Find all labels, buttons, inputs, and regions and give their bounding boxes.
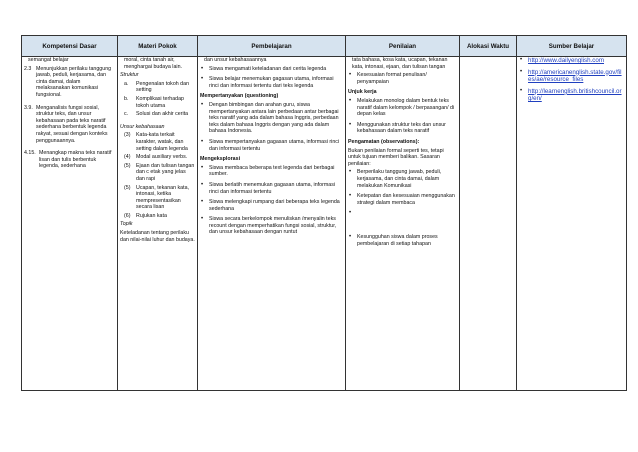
list-item: • Siswa secara berkelompok menuliskan /menyalin teks recount dengan memperhatikan fungsi sosial, struktur, dan unsur kebahasaan dengan runtut bbox=[200, 216, 343, 236]
list-item: • Siswa mempertanyakan gagasan utama, informasi rinci dan informasi tertentu bbox=[200, 139, 343, 152]
materi-struktur-text: Komplikasi terhadap tokoh utama bbox=[136, 95, 184, 109]
rpp-table-page bbox=[21, 35, 626, 390]
sumber-link[interactable]: http://www.dailyenglish.com bbox=[528, 57, 605, 64]
materi-top-text: moral, cinta tanah air, menghargai budaya lain. bbox=[124, 57, 183, 70]
mempertanyakan-list bbox=[200, 102, 343, 152]
header-materi-pokok: Materi Pokok bbox=[118, 36, 198, 57]
materi-struktur-letter: a. bbox=[124, 80, 129, 87]
kompetensi-item-text: Menganalisis fungsi sosial, struktur teks, dan unsur kebahasaan pada teks naratif sederhana berbentuk legenda rakyat, sesuai dengan konteks penggunaannya. bbox=[36, 104, 108, 144]
sumber-link-item bbox=[519, 69, 624, 84]
materi-unsur-item bbox=[120, 185, 195, 211]
materi-struktur-text: Pengenalan tokoh dan setting bbox=[136, 80, 190, 94]
header-row bbox=[22, 36, 627, 57]
sumber-link[interactable]: http://learnenglish.britishcouncil.org/en/ bbox=[528, 87, 622, 103]
list-item: • Ketepatan dan kesesuaian menggunakan strategi dalam membaca bbox=[348, 193, 457, 206]
materi-unsur-text: Rujukan kata bbox=[136, 212, 167, 219]
unjuk-kerja-title: Unjuk kerja bbox=[348, 89, 377, 96]
mempertanyakan-title: Mempertanyakan (questioning) bbox=[200, 93, 279, 100]
materi-struktur-letter: b. bbox=[124, 95, 129, 102]
cell-pembelajaran bbox=[198, 57, 346, 391]
cell-materi-pokok bbox=[118, 57, 198, 391]
kompetensi-item-text: Menangkap makna teks naratif lisan dan tulis berbentuk legenda, sederhana bbox=[39, 150, 112, 170]
sumber-link-item bbox=[519, 57, 624, 65]
materi-unsur-number: (6) bbox=[124, 212, 131, 219]
kompetensi-item-number: 4.15. bbox=[24, 150, 36, 157]
list-item: • Siswa belajar menemukan gagasan utama, informasi rinci dan informasi tertentu dari teks legenda bbox=[200, 76, 343, 89]
pengamatan-text: Bukan penilaian formal seperti tes, tetapi untuk tujuan memberi balikan. Sasaran penilaian: bbox=[348, 147, 444, 167]
materi-unsur-text: Ucapan, tekanan kata, intonasi, ketika mempresentasikan secara lisan bbox=[136, 184, 190, 211]
eksplorasi-title: Mengeksplorasi bbox=[200, 156, 241, 163]
list-item: • Menggunakan struktur teks dan unsur kebahasaan dalam teks naratif bbox=[348, 122, 457, 135]
materi-unsur-item bbox=[120, 213, 195, 220]
materi-unsur-number: (5) bbox=[124, 184, 131, 191]
sumber-list bbox=[519, 57, 624, 103]
header-penilaian: Penilaian bbox=[346, 36, 460, 57]
list-item: • Berperilaku tanggung jawab, peduli, kerjasama, dan cinta damai, dalam melakukan Komunikasi bbox=[348, 169, 457, 189]
header-sumber-belajar: Sumber Belajar bbox=[517, 36, 627, 57]
kompetensi-item bbox=[24, 66, 115, 99]
list-item: • Kesungguhan siswa dalam proses pembelajaran di setiap tahapan bbox=[348, 234, 457, 247]
list-item: • Dengan bimbingan dan arahan guru, siswa mempertanyakan antara lain perbedaan antar berbagai teks naratif yang ada dalam bahasa Inggris, perbedaan teks dalam bahasa Inggris dengan yang ada dalam bahasa Indonesia. bbox=[200, 102, 343, 135]
materi-topik-text: Keteladanan tentang perilaku dan nilai-nilai luhur dan budaya. bbox=[120, 230, 195, 243]
header-alokasi-waktu: Alokasi Waktu bbox=[460, 36, 517, 57]
list-item: • Siswa berlatih menemukan gagasan utama, informasi rinci dan informasi tertentu bbox=[200, 182, 343, 195]
list-item-empty bbox=[348, 210, 457, 230]
cell-penilaian bbox=[346, 57, 460, 391]
materi-unsur-title: Unsur kebahasaan bbox=[120, 123, 165, 130]
materi-unsur-number: (5) bbox=[124, 162, 131, 169]
materi-unsur-item bbox=[120, 132, 195, 152]
header-pembelajaran: Pembelajaran bbox=[198, 36, 346, 57]
penilaian-top-list bbox=[348, 72, 457, 85]
eksplorasi-list bbox=[200, 165, 343, 236]
materi-unsur-item bbox=[120, 163, 195, 183]
materi-unsur-text: Modal auxiliary verbs. bbox=[136, 154, 188, 161]
list-item: • Siswa melengkapi rumpang dari beberapa teks legenda sederhana bbox=[200, 199, 343, 212]
pembelajaran-top-text: dan unsur kebahasaannya bbox=[204, 57, 267, 63]
content-row bbox=[22, 57, 627, 391]
materi-unsur-text: Kata-kata terkait karakter, watak, dan setting dalam legenda bbox=[136, 132, 188, 152]
materi-unsur-item bbox=[120, 154, 195, 161]
list-item: • Kesesuaian format penulisan/ penyampaian bbox=[348, 72, 457, 85]
materi-unsur-number: (3) bbox=[124, 132, 131, 139]
list-item: • Siswa membaca beberapa text legenda dari berbagai sumber. bbox=[200, 165, 343, 178]
materi-struktur-title: Struktur bbox=[120, 72, 139, 79]
kompetensi-item bbox=[24, 150, 115, 170]
penilaian-top-text: tata bahasa, kosa kata, ucapan, tekanan kata, intonasi, ejaan, dan tulisan tangan bbox=[352, 57, 448, 70]
pengamatan-list bbox=[348, 169, 457, 247]
materi-unsur-text: Ejaan dan tulisan tangan dan c etak yang jelas dan rapi bbox=[136, 162, 195, 182]
kompetensi-item-number: 2.3 bbox=[24, 65, 32, 72]
cell-kompetensi-dasar bbox=[22, 57, 118, 391]
sumber-link-item bbox=[519, 88, 624, 103]
cell-alokasi-waktu bbox=[460, 57, 517, 391]
sumber-link[interactable]: http://americanenglish.state.gov/files/ae/resource_files bbox=[528, 68, 622, 84]
materi-struktur-item bbox=[120, 111, 195, 118]
mengamati-list bbox=[200, 66, 343, 90]
header-kompetensi-dasar: Kompetensi Dasar bbox=[22, 36, 118, 57]
kompetensi-item-text: Menunjukkan perilaku tanggung jawab, peduli, kerjasama, dan cinta damai, dalam melaksanakan komunikasi fungsional. bbox=[36, 65, 112, 98]
materi-struktur-item bbox=[120, 96, 195, 109]
list-item: • Siswa mengamati keteladanan dari cerita legenda bbox=[200, 66, 343, 73]
cell-sumber-belajar bbox=[517, 57, 627, 391]
materi-struktur-letter: c. bbox=[124, 111, 129, 118]
list-item: • Melakukan monolog dalam bentuk teks naratif dalam kelompok / berpasangan/ di depan kelas bbox=[348, 98, 457, 118]
kompetensi-item bbox=[24, 105, 115, 145]
materi-struktur-text: Solusi dan akhir cerita bbox=[136, 111, 189, 118]
kompetensi-item-number: 3.9. bbox=[24, 104, 33, 111]
unjuk-kerja-list bbox=[348, 98, 457, 135]
rpp-table bbox=[21, 35, 627, 391]
kompetensi-top-text: semangat belajar bbox=[28, 57, 69, 63]
materi-unsur-number: (4) bbox=[124, 154, 131, 161]
materi-struktur-item bbox=[120, 81, 195, 94]
pengamatan-title: Pengamatan (observations): bbox=[348, 138, 420, 145]
materi-topik-title: Topik bbox=[120, 221, 133, 228]
